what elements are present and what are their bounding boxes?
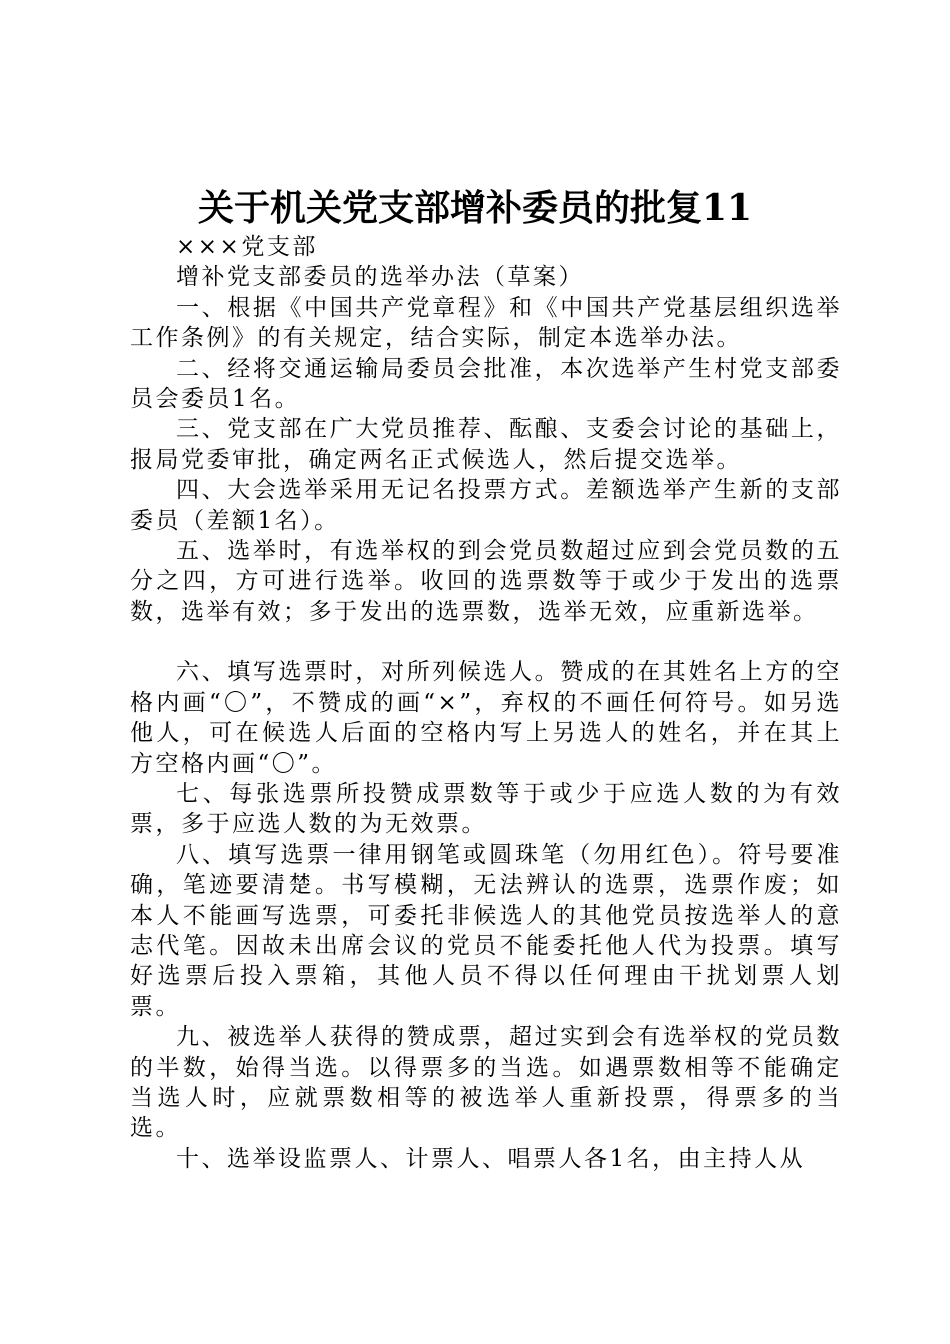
paragraph-item-1: 一、根据《中国共产党章程》和《中国共产党基层组织选举工作条例》的有关规定，结合实际，制定本选举办法。	[130, 294, 842, 352]
paragraph-subtitle: 增补党支部委员的选举办法（草案）	[176, 264, 584, 291]
paragraph-item-5: 五、选举时，有选举权的到会党员数超过应到会党员数的五分之四，方可进行选举。收回的选票数等于或少于发出的选票数，选举有效；多于发出的选票数，选举无效，应重新选举。	[130, 538, 842, 625]
document-title: 关于机关党支部增补委员的批复11	[197, 187, 753, 229]
paragraph-item-3: 三、党支部在广大党员推荐、酝酿、支委会讨论的基础上，报局党委审批，确定两名正式候选人，然后提交选举。	[130, 416, 842, 473]
paragraph-item-9: 九、被选举人获得的赞成票，超过实到会有选举权的党员数的半数，始得当选。以得票多的当选。如遇票数相等不能确定当选人时，应就票数相等的被选举人重新投票，得票多的当选。	[130, 1024, 842, 1142]
paragraph-item-7: 七、每张选票所投赞成票数等于或少于应选人数的为有效票，多于应选人数的为无效票。	[130, 780, 842, 838]
paragraph-item-10: 十、选举设监票人、计票人、唱票人各1名，由主持人从	[176, 1145, 806, 1172]
paragraph-item-8: 八、填写选票一律用钢笔或圆珠笔（勿用红色）。符号要准确，笔迹要清楚。书写模糊，无法辨认的选票，选票作废；如本人不能画写选票，可委托非候选人的其他党员按选举人的意志代笔。因故未出席会议的党员不能委托他人代为投票。填写好选票后投入票箱，其他人员不得以任何理由干扰划票人划票。	[130, 841, 842, 1020]
paragraph-item-2: 二、经将交通运输局委员会批准，本次选举产生村党支部委员会委员1名。	[130, 355, 842, 413]
document-body	[130, 232, 842, 1174]
paragraph-addressee: ×××党支部	[176, 234, 318, 260]
paragraph-item-6: 六、填写选票时，对所列候选人。赞成的在其姓名上方的空格内画“〇”，不赞成的画“×”，弃权的不画任何符号。如另选他人，可在候选人后面的空格内写上另选人的姓名，并在其上方空格内画“〇”。	[130, 659, 842, 777]
paragraph-item-4: 四、大会选举采用无记名投票方式。差额选举产生新的支部委员（差额1名）。	[130, 477, 842, 534]
